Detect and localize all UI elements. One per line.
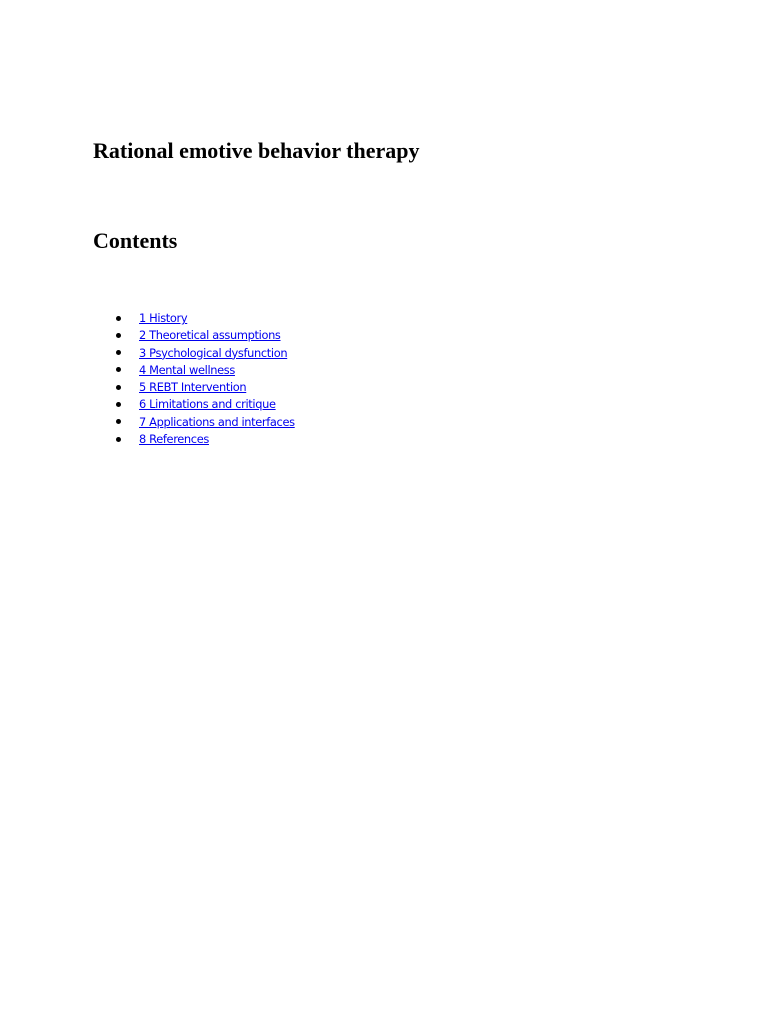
toc-item-psychological-dysfunction [113,344,295,361]
toc-link-applications-and-interfaces[interactable]: 7 Applications and interfaces [139,414,295,429]
toc-link-history[interactable]: 1 History [139,311,188,325]
bullet-icon [116,333,121,338]
toc-item-references [113,430,295,447]
bullet-icon [116,350,121,355]
toc-item-mental-wellness [113,361,295,378]
page-title: Rational emotive behavior therapy [93,138,420,163]
toc-link-references[interactable]: 8 References [139,432,209,447]
toc-item-history [113,309,295,326]
bullet-icon [116,437,121,442]
toc-link-mental-wellness[interactable]: 4 Mental wellness [139,362,235,377]
bullet-icon [116,385,121,390]
bullet-icon [116,316,121,321]
table-of-contents [113,309,295,447]
toc-link-theoretical-assumptions[interactable]: 2 Theoretical assumptions [139,328,281,343]
toc-item-rebt-intervention [113,378,295,395]
toc-link-limitations-and-critique[interactable]: 6 Limitations and critique [139,397,276,412]
toc-item-limitations-and-critique [113,395,295,412]
bullet-icon [116,367,121,372]
bullet-icon [116,419,121,424]
bullet-icon [116,402,121,407]
toc-item-theoretical-assumptions [113,326,295,343]
toc-link-rebt-intervention[interactable]: 5 REBT Intervention [139,380,247,395]
contents-heading: Contents [93,228,178,253]
toc-item-applications-and-interfaces [113,413,295,430]
toc-link-psychological-dysfunction[interactable]: 3 Psychological dysfunction [139,345,288,360]
